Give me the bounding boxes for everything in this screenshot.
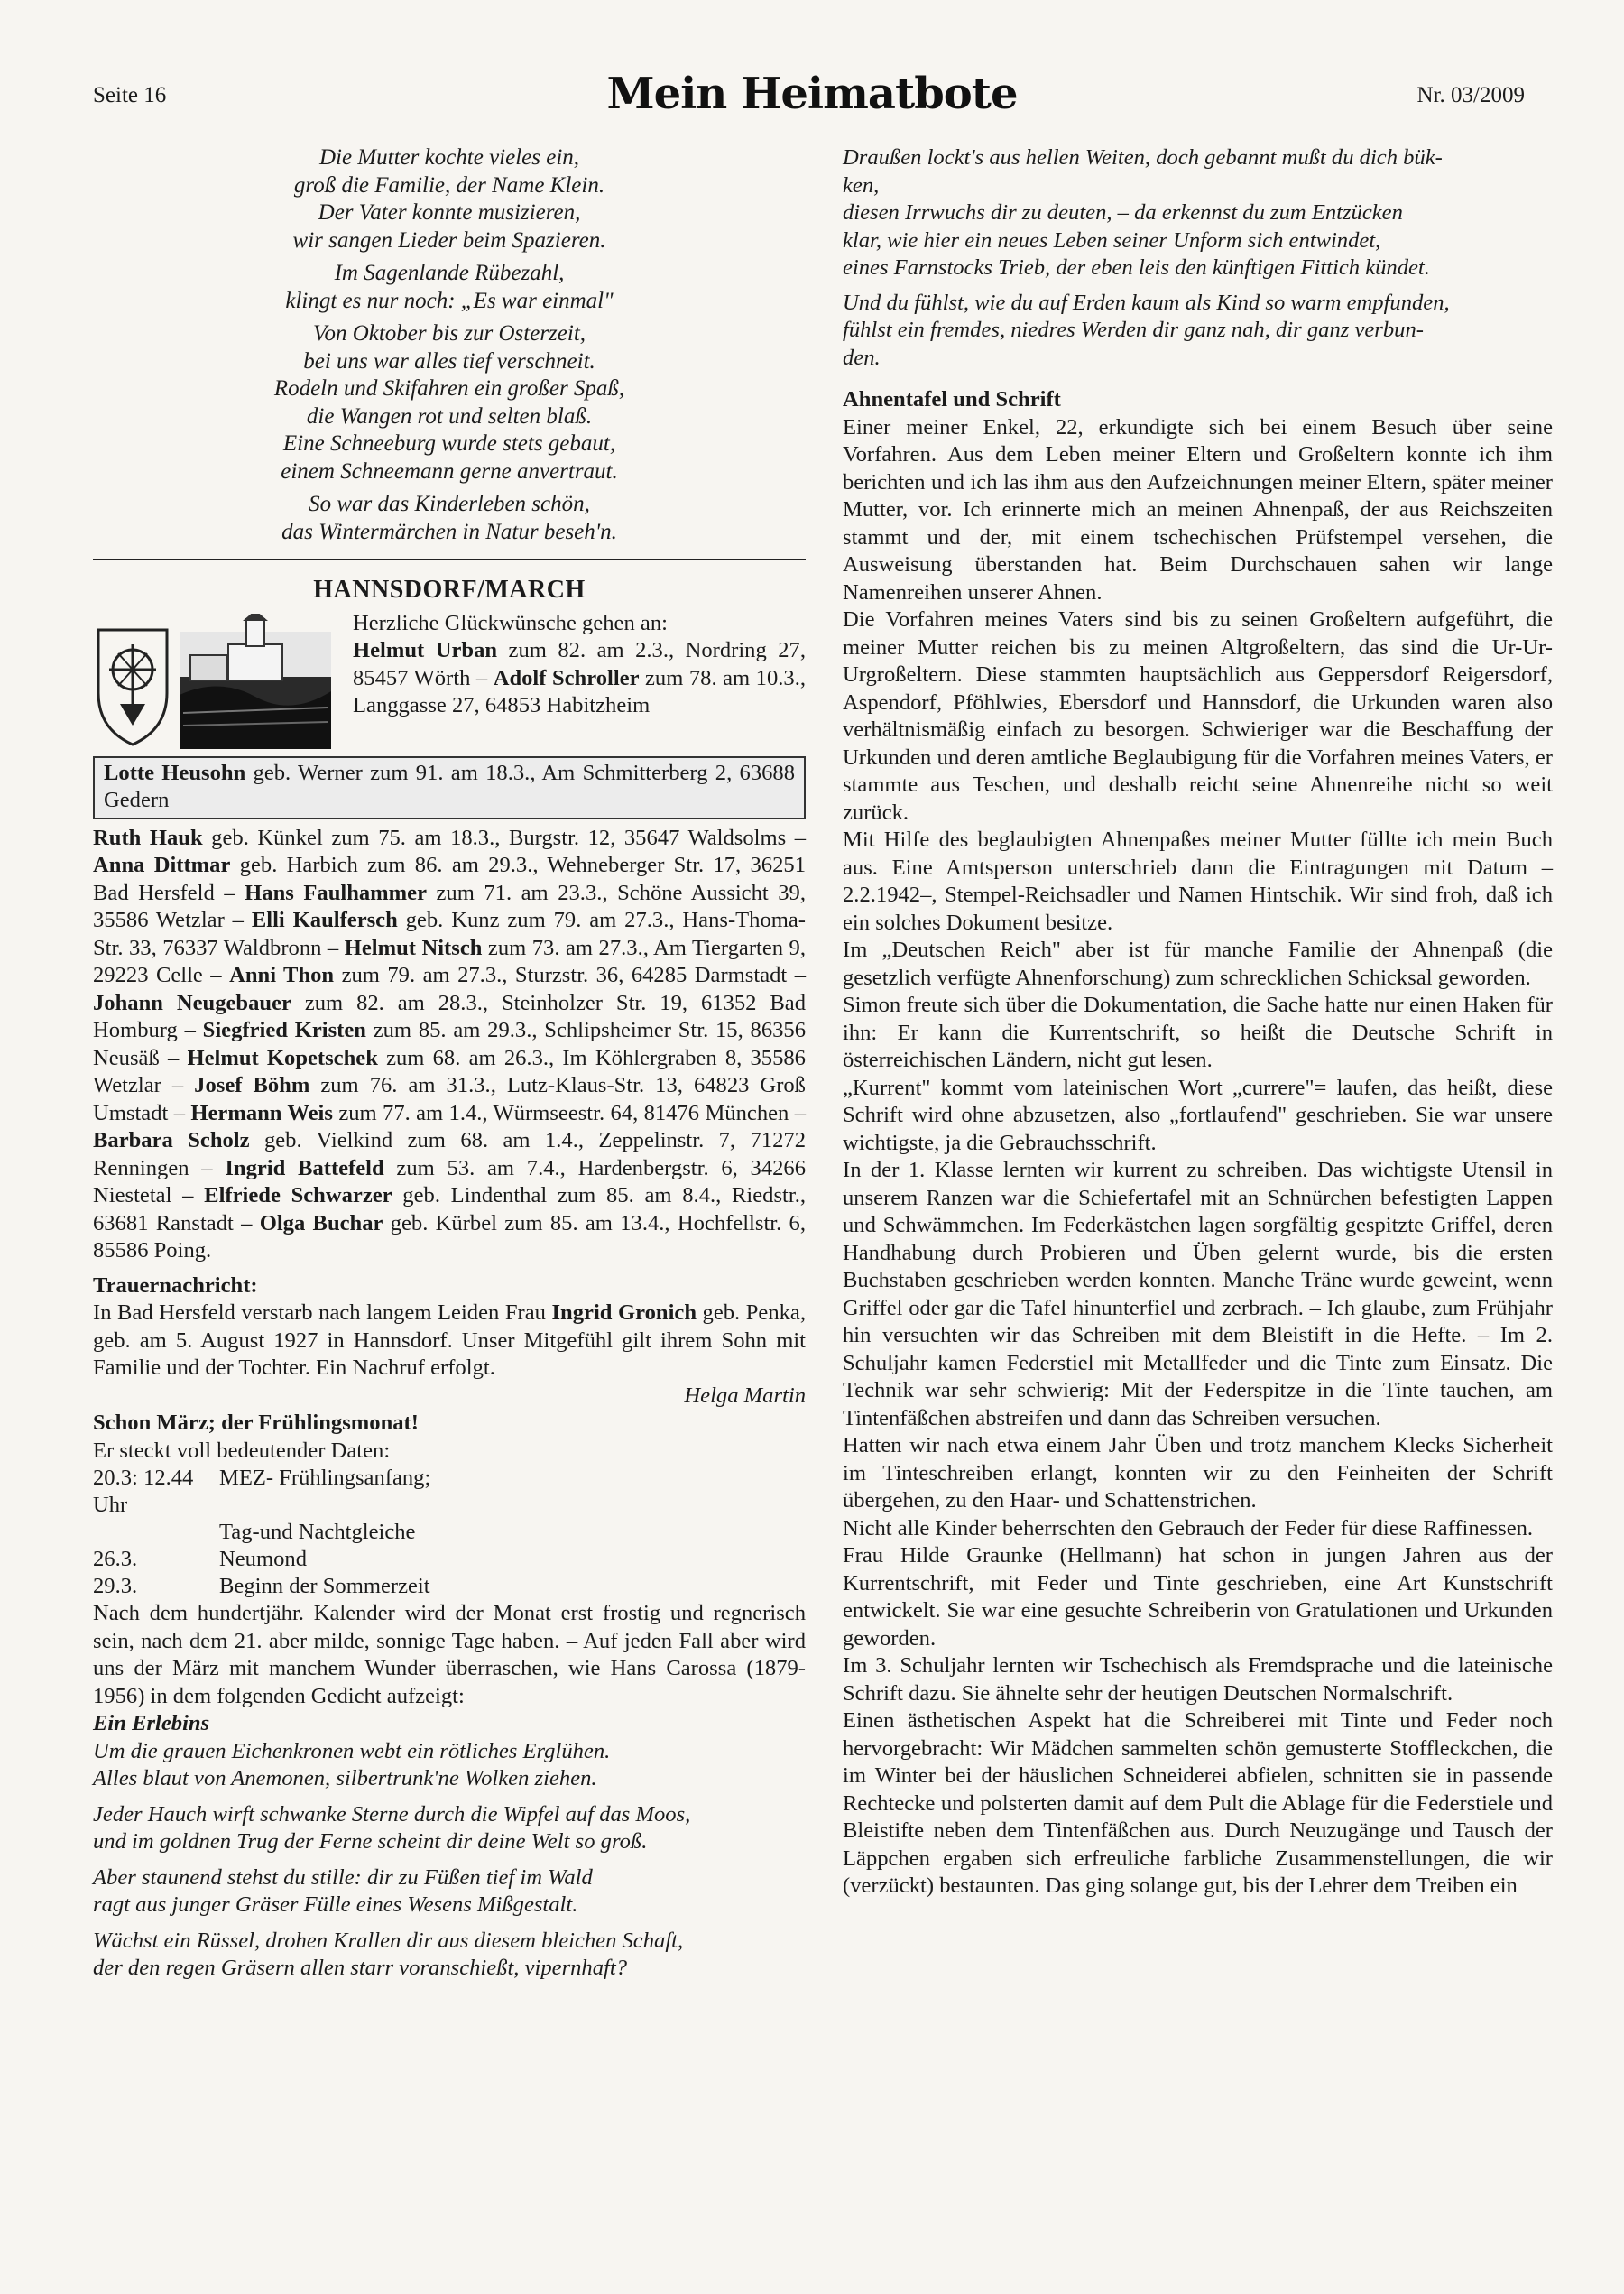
poem-line: diesen Irrwuchs dir zu deuten, – da erkennst du zum Entzücken — [843, 200, 1403, 225]
article-paragraph: „Kurrent" kommt vom lateinischen Wort „currere"= laufen, das heißt, diese Schrift wird ohne abzusetzen, also „fortlaufend" geschrieben. Sie war unsere wichtigste, ja die Gebrauchsschrift. — [843, 1075, 1553, 1155]
article-paragraph: Simon freute sich über die Dokumentation, die Sache hatte nur einen Haken für ihn: Er kann die Kurrentschrift, so heißt die Deutsche Schrift in österreichischen Ländern, nicht gut lesen. — [843, 993, 1553, 1072]
poem-line: klingt es nur noch: „Es war einmal" — [285, 288, 614, 313]
poem-line: Rodeln und Skifahren ein großer Spaß, — [273, 376, 625, 401]
date-row — [93, 1573, 430, 1600]
article-paragraph: Einen ästhetischen Aspekt hat die Schreiberei mit Tinte und Feder noch hervorgebracht: Wir Mädchen sammelten schön gemusterte Stoffleckchen, die im Winter bei der häuslichen Schneiderei abfielen, schnitten sie in passende Rechtecke und polsterten damit auf dem Pult die Ablage für die Federstiele und Bleistifte neben dem Tintenfäßchen aus. Durch Neuzugänge und Tausch der Läppchen ergaben sich erfreuliche farbliche Zusammenstellungen, die wir (verzückt) bestaunten. Das ging solange gut, bis der Lehrer dem Treiben ein — [843, 1708, 1553, 1898]
congrats-text — [353, 610, 806, 720]
page-number: Seite 16 — [93, 83, 167, 107]
poem-line: Aber staunend stehst du stille: dir zu Füßen tief im Wald — [93, 1864, 593, 1890]
person-name: Hermann Weis — [190, 1100, 333, 1125]
article-paragraph: Die Vorfahren meines Vaters sind bis zu seinen Großeltern aufgeführt, die meiner Mutter reichen bis zu meinen Altgroßeltern, das sind die Ur-Ur-Urgroßeltern. Diese stammten hauptsächlich aus Geppersdorf Reigersdorf, Aspendorf, Pföhlwies, Ebersdorf und Hannsdorf, die Urkunden waren also verhältnismäßig einfach zu besorgen. Schwieriger war die Beschaffung der Urkunden und deren amtliche Beglaubigung für die Vorfahren meines Vaters, er stammte aus Teschen, und deshalb reicht seine Ahnenreihe nicht so weit zurück. — [843, 607, 1553, 825]
poem-line: Draußen lockt's aus hellen Weiten, doch gebannt mußt du dich bük- — [843, 145, 1443, 170]
person-details: zum 79. am 27.3., Sturzstr. 36, 64285 Darmstadt – — [334, 963, 806, 987]
person-name: Olga Buchar — [259, 1210, 383, 1235]
left-column — [93, 144, 806, 1991]
poem-line: Im Sagenlande Rübezahl, — [334, 261, 565, 285]
poem-continuation-stanza — [843, 144, 1553, 282]
right-column — [843, 144, 1553, 1901]
person-details: zum 82. am 28.3., Steinholzer Str. 19, 61352 Bad Homburg – — [93, 990, 806, 1042]
event-cell: Tag-und Nachtgleiche — [219, 1520, 416, 1544]
person-name: Elli Kaulfersch — [251, 908, 398, 932]
person-details: geb. Künkel zum 75. am 18.3., Burgstr. 12, 35647 Waldsolms – — [202, 825, 806, 850]
person-name: Siegfried Kristen — [202, 1018, 366, 1042]
march-text: Nach dem hundertjähr. Kalender wird der Monat erst frostig und regnerisch sein, nach dem 21. aber milde, sonnige Tage haben. – Auf jeden Fall aber wird uns der März mit manchem Wunder überraschen, wie Hans Carossa (1879-1956) in dem folgenden Gedicht aufzeigt: — [93, 1601, 806, 1708]
birthday-list — [93, 825, 806, 1265]
person-details: zum 77. am 1.4., Würmseestr. 64, 81476 München – — [332, 1100, 806, 1125]
poem-stanza — [93, 1738, 806, 1792]
person-name: Lotte Heusohn — [104, 760, 246, 785]
event-cell: Beginn der Sommerzeit — [219, 1574, 430, 1598]
march-title: Schon März; der Frühlingsmonat! — [93, 1411, 419, 1435]
poem-line: Der Vater konnte musizieren, — [318, 200, 581, 225]
article-paragraph: Mit Hilfe des beglaubigten Ahnenpaßes meiner Mutter füllte ich mein Buch aus. Eine Amtsperson unterschrieb dann die Eintragungen mit Datum – 2.2.1942–, Stempel-Reichsadler und Namen Hintschik. Wir sind froh, daß ich ein solches Dokument besitze. — [843, 828, 1553, 935]
person-details: zum 78. am 10.3., Langgasse 27, 64853 Habitzheim — [353, 665, 806, 717]
date-cell: 29.3. — [93, 1574, 138, 1598]
article-paragraph: Hatten wir nach etwa einem Jahr Üben und trotz manchem Klecks Sicherheit im Tinteschreiben erlangt, konnten wir zu den Feinheiten der Schrift übergehen, zu den Haar- und Schattenstrichen. — [843, 1433, 1553, 1512]
person-details: geb. Harbich zum 86. am 29.3., Wehneberger Str. 17, 36251 Bad Hersfeld – — [93, 853, 806, 905]
march-dates-table — [93, 1465, 430, 1600]
poem-line: einem Schneemann gerne anvertraut. — [281, 458, 618, 484]
person-details: zum 68. am 26.3., Im Köhlergraben 8, 35586 Wetzlar – — [93, 1045, 806, 1097]
person-details: zum 73. am 27.3., Am Tiergarten 9, 29223 Celle – — [93, 935, 807, 987]
date-cell: 20.3: 12.44 Uhr — [93, 1466, 194, 1517]
article-paragraph: In der 1. Klasse lernten wir kurrent zu schreiben. Das wichtigste Utensil in unserem Ranzen war die Schiefertafel mit an Schnürchen befestigten Lappen und Schwämmchen. Im Federkästchen lagen sorgfältig gespitzte Griffel, deren Handhabung durch Probieren und Üben gelernt wurde, bis die ersten Buchstaben geschrieben werden konnten. Manche Träne wurde geweint, wenn Griffel oder gar die Tafel hinunterfiel und zerbrach. – Ich glaube, zum Frühjahr hin versuchten wir das Schreiben mit dem Bleistift in die Hefte. – Im 2. Schuljahr kamen Federstiel mit Metallfeder und die Tinte zum Einsatz. Die Technik war sehr schwierig: Mit der Federspitze in die Tinte tauchen, am Tintenfäßchen abstreifen und dann das Schreiben versuchen. — [843, 1158, 1553, 1430]
poem-line: bei uns war alles tief verschneit. — [303, 348, 595, 374]
person-name: Ingrid Battefeld — [225, 1155, 384, 1180]
date-row — [93, 1546, 430, 1573]
person-name: Elfriede Schwarzer — [204, 1183, 392, 1207]
date-cell: 26.3. — [93, 1547, 138, 1571]
congrats-block — [93, 610, 806, 749]
person-name: Helmut Nitsch — [344, 935, 483, 960]
poem-stanza — [93, 1801, 806, 1855]
poem-stanza — [93, 1864, 806, 1919]
poem-line: der den regen Gräsern allen starr voranschießt, vipernhaft? — [93, 1955, 627, 1980]
person-details: zum 76. am 31.3., Lutz-Klaus-Str. 13, 64823 Groß Umstadt – — [93, 1073, 806, 1125]
section-title-hannsdorf: HANNSDORF/MARCH — [313, 576, 586, 604]
mourning-text-part: In Bad Hersfeld verstarb nach langem Leiden Frau — [93, 1300, 552, 1325]
poem-line: klar, wie hier ein neues Leben seiner Unform sich entwindet, — [843, 227, 1381, 253]
poem-line: und im goldnen Trug der Ferne scheint dir deine Welt so groß. — [93, 1828, 648, 1854]
person-details: geb. Kürbel zum 85. am 13.4., Hochfellstr. 6, 85586 Poing. — [93, 1210, 806, 1263]
poem-line: den. — [843, 345, 881, 370]
poem-title: Ein Erlebins — [93, 1711, 210, 1735]
mourning-title: Trauernachricht: — [93, 1272, 258, 1298]
poem-stanza — [93, 144, 806, 254]
poem-line: wir sangen Lieder beim Spazieren. — [292, 227, 606, 253]
person-name: Helmut Kopetschek — [187, 1045, 378, 1070]
poem-line: ragt aus junger Gräser Fülle eines Wesens Mißgestalt. — [93, 1892, 578, 1917]
author-signature: Helga Martin — [684, 1383, 806, 1408]
poem-stanza — [93, 320, 806, 486]
carossa-poem — [93, 1738, 806, 1982]
congrats-intro: Herzliche Glückwünsche gehen an: — [353, 610, 668, 635]
person-name: Helmut Urban — [353, 638, 498, 662]
poem-line: So war das Kinderleben schön, — [309, 492, 590, 516]
poem-line: groß die Familie, der Name Klein. — [293, 172, 605, 198]
event-cell: MEZ- Frühlingsanfang; — [219, 1466, 431, 1490]
person-details: zum 53. am 7.4., Hardenbergstr. 6, 34266 Niestetal – — [93, 1155, 807, 1207]
masthead-logo: Mein Heimatbote — [606, 69, 1018, 119]
march-intro: Er steckt voll bedeutender Daten: — [93, 1438, 391, 1463]
article-title: Ahnentafel und Schrift — [843, 387, 1061, 412]
person-name: Adolf Schroller — [493, 665, 640, 690]
person-details: zum 85. am 29.3., Schlipsheimer Str. 15, 86356 Neusäß – — [93, 1018, 807, 1070]
poem-line: Um die grauen Eichenkronen webt ein rötliches Erglühen. — [93, 1738, 611, 1763]
poem-line: Die Mutter kochte vieles ein, — [318, 145, 580, 170]
person-name: Johann Neugebauer — [93, 990, 291, 1015]
article-paragraph: Einer meiner Enkel, 22, erkundigte sich bei einem Besuch über seine Vorfahren. Aus dem Leben meiner Eltern und Großeltern konnte ich ihm berichten und ich las ihm aus den Aufzeichnungen meiner Eltern, später meiner Mutter, vor. Ich erinnerte mich an meinen Ahnenpaß, der aus Reichszeiten stammt und der, mit einem tschechischen Prüfstempel versehen, die Ausweisung überstanden hat. Beim Durchschauen sahen wir lange Namenreihen unserer Ahnen. — [843, 414, 1553, 605]
article-paragraph: Im „Deutschen Reich" aber ist für manche Familie der Ahnenpaß (die gesetzlich verfügte Ahnenforschung) zum schrecklichen Schicksal geworden. — [843, 938, 1553, 990]
poem-line: Alles blaut von Anemonen, silbertrunk'ne Wolken ziehen. — [93, 1765, 597, 1790]
mourning-text-part: geb. Penka, geb. am 5. August 1927 in Hannsdorf. Unser Mitgefühl gilt ihrem Sohn mit Familie und der Tochter. Ein Nachruf erfolgt. — [93, 1300, 806, 1380]
event-cell: Neumond — [219, 1547, 307, 1571]
date-row — [93, 1465, 430, 1519]
poem-line: Eine Schneeburg wurde stets gebaut, — [282, 431, 616, 456]
poem-line: Und du fühlst, wie du auf Erden kaum als Kind so warm empfunden, — [843, 290, 1450, 315]
person-name: Hans Faulhammer — [245, 880, 427, 905]
person-details: geb. Kunz zum 79. am 27.3., Hans-Thoma-Str. 33, 76337 Waldbronn – — [93, 908, 806, 960]
highlighted-birthday-box — [93, 756, 806, 819]
person-name: Ingrid Gronich — [551, 1300, 697, 1325]
poem-line: eines Farnstocks Trieb, der eben leis den künftigen Fittich kündet. — [843, 255, 1430, 280]
person-name: Anni Thon — [229, 963, 335, 987]
poem-stanza — [93, 491, 806, 546]
date-cell — [93, 1519, 219, 1546]
poem-line: fühlst ein fremdes, niedres Werden dir ganz nah, dir ganz verbun- — [843, 318, 1424, 342]
date-row — [93, 1519, 430, 1546]
person-details: geb. Vielkind zum 68. am 1.4., Zeppelinstr. 7, 71272 Renningen – — [93, 1128, 806, 1180]
person-details: geb. Werner zum 91. am 18.3., Am Schmitterberg 2, 63688 Gedern — [104, 760, 796, 812]
person-name: Ruth Hauk — [93, 825, 203, 850]
article-paragraph: Frau Hilde Graunke (Hellmann) hat schon in jungen Jahren aus der Kurrentschrift, mit Feder und Tinte geschrieben, eine Art Kunstschrift entwickelt. Sie war eine gesuchte Schreiberin von Gratulationen und Urkunden geworden. — [843, 1543, 1553, 1651]
childhood-poem — [93, 144, 806, 546]
section-divider — [93, 559, 806, 560]
mourning-text — [93, 1300, 806, 1383]
poem-line: das Wintermärchen in Natur beseh'n. — [281, 519, 617, 544]
poem-line: Jeder Hauch wirft schwanke Sterne durch die Wipfel auf das Moos, — [93, 1801, 691, 1827]
poem-line: Wächst ein Rüssel, drohen Krallen dir aus diesem bleichen Schaft, — [93, 1928, 684, 1953]
issue-number: Nr. 03/2009 — [1416, 83, 1525, 107]
person-details: zum 71. am 23.3., Schöne Aussicht 39, 35586 Wetzlar – — [93, 880, 806, 932]
person-name: Josef Böhm — [194, 1073, 310, 1097]
article-paragraph: Nicht alle Kinder beherrschten den Gebrauch der Feder für diese Raffinessen. — [843, 1515, 1534, 1540]
person-name: Anna Dittmar — [93, 853, 231, 877]
poem-stanza — [93, 1928, 806, 1982]
person-details: zum 82. am 2.3., Nordring 27, 85457 Wörth – — [353, 638, 806, 690]
poem-line: Von Oktober bis zur Osterzeit, — [312, 321, 586, 346]
village-crest-and-church-image — [93, 614, 337, 749]
person-name: Barbara Scholz — [93, 1128, 250, 1152]
article-paragraph: Im 3. Schuljahr lernten wir Tschechisch als Fremdsprache und die lateinische Schrift dazu. Sie ähnelte sehr der heutigen Deutschen Normalschrift. — [843, 1653, 1553, 1706]
person-details: geb. Lindenthal zum 85. am 8.4., Riedstr., 63681 Ranstadt – — [93, 1183, 807, 1235]
poem-line: ken, — [843, 172, 880, 198]
poem-stanza — [93, 260, 806, 315]
poem-continuation-stanza — [843, 290, 1553, 373]
poem-line: die Wangen rot und selten blaß. — [306, 403, 593, 429]
